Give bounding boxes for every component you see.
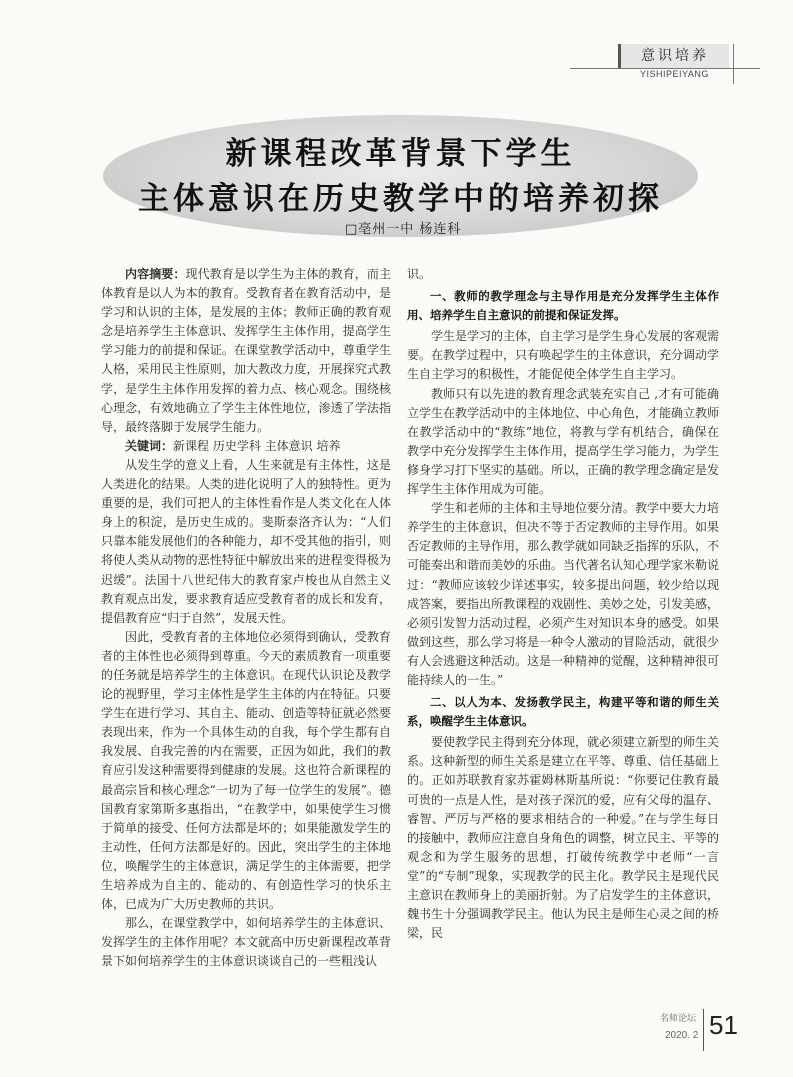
keywords bbox=[101, 437, 391, 456]
left-column bbox=[101, 265, 391, 971]
paragraph: 学生和老师的主体和主导地位要分清。教学中要大力培养学生的主体意识，但决不等于否定教师的主导作用。如果否定教师的主导作用，那么教学就如同缺乏指挥的乐队，不可能奏出和谐而美妙的乐曲。当代著名认知心理学家米勒说过：“教师应该较少详述事实，较多提出问题，较少给以现成答案，要指出所教课程的戏剧性、美妙之处，引发美感，必须引发智力活动过程，必须产生对知识本身的感受。如果做到这些，那么学习将是一种令人激动的冒险活动，就很少有人会逃避这种活动。这是一种精神的觉醒，这种精神很可能持续人的一生。” bbox=[407, 501, 720, 687]
abstract bbox=[101, 265, 391, 437]
paragraph: 教师只有以先进的教育理念武装充实自己 ,才有可能确立学生在教学活动中的主体地位、中心角色，才能确立教师在教学活动中的“教练”地位，将教与学有机结合，确保在教学中充分发挥学生主体作用，提高学生学习能力，为学生修身学习打下坚实的基础。所以，正确的教学理念确定是发挥学生主体作用成为可能。 bbox=[407, 386, 720, 497]
keywords-text: 新课程 历史学科 主体意识 培养 bbox=[173, 438, 341, 453]
paragraph: 学生是学习的主体，自主学习是学生身心发展的客观需要。在教学过程中，只有唤起学生的主体意识，充分调动学生自主学习的积极性，才能促使全体学生自主学习。 bbox=[407, 329, 720, 382]
paragraph: 识。 bbox=[407, 267, 432, 281]
paragraph: 那么，在课堂教学中，如何培养学生的主体意识、发挥学生的主体作用呢？本文就高中历史新课程改革背景下如何培养学生的主体意识谈谈自己的一些粗浅认 bbox=[101, 916, 391, 969]
magazine-name: 名师论坛 bbox=[660, 1013, 697, 1023]
paragraph: 从发生学的意义上看，人生来就是有主体性，这是人类进化的结果。人类的进化说明了人的独特性。更为重要的是，我们可把人的主体性看作是人类文化在人体身上的积淀，是历史生成的。斐斯泰洛齐认为：“人们只靠本能发展他们的各种能力，却不受其他的指引，则将使人类从动物的恶性特征中解放出来的进程变得极为迟缓”。法国十八世纪伟大的教育家卢梭也从自然主义教育观点出发，要求教育适应受教育者的成长和发育，提倡教育应“归于自然”，发展天性。 bbox=[101, 457, 391, 625]
section-header: 意识培养 bbox=[618, 44, 729, 68]
article-title-line2: 主体意识在历史教学中的培养初探 bbox=[138, 181, 663, 217]
paragraph: 因此，受教育者的主体地位必须得到确认，受教育者的主体性也必须得到尊重。今天的素质教育一项重要的任务就是培养学生的主体意识。在现代认识论及教学论的视野里，学习主体性是学生主体的内在特征。只要学生在进行学习、其自主、能动、创造等特征就必然要表现出来，作为一个具体生动的自我，每个学生都有自我发展、自我完善的内在需要，正因为如此，我们的教育应引发这种需要得到健康的发展。这也符合新课程的最高宗旨和核心理念“一切为了每一位学生的发展”。德国教育家第斯多惠指出，“在教学中，如果使学生习惯于简单的接受、任何方法都是坏的；如果能激发学生的主动性，任何方法都是好的。因此，突出学生的主体地位，唤醒学生的主体意识，满足学生的主体需要，把学生培养成为自主的、能动的、有创造性学习的快乐主体，已成为广大历史教师的共识。 bbox=[101, 629, 391, 912]
article-title-line1: 新课程改革背景下学生 bbox=[225, 136, 576, 172]
section-heading-1: 一、教师的教学理念与主导作用是充分发挥学生主体作用、培养学生自主意识的前提和保证发挥。 bbox=[407, 289, 719, 323]
abstract-label: 内容摘要： bbox=[125, 267, 186, 281]
header-divider bbox=[733, 44, 734, 84]
section-heading-2: 二、以人为本、发扬教学民主，构建平等和谐的师生关系，唤醒学生主体意识。 bbox=[407, 695, 719, 729]
footer-divider bbox=[703, 1009, 704, 1051]
right-column bbox=[407, 265, 719, 943]
section-pinyin: YISHIPEIYANG bbox=[640, 69, 709, 79]
page-number: 51 bbox=[709, 1010, 738, 1040]
article-author: □亳州一中 杨连科 bbox=[345, 222, 462, 237]
abstract-text: 现代教育是以学生为主体的教育，而主体教育是以人为本的教育。受教育者在教育活动中，是学习和认识的主体，是发展的主体；教师正确的教育观念是培养学生主体意识、发挥学生主体作用，提高学生学习能力的前提和保证。在课堂教学活动中，尊重学生人格，采用民主性原则，加大教改力度，开展探究式教学，是学生主体作用发挥的着力点、核心观念。围绕核心理念，有效地确立了学生主体性地位，渗透了学法指导，最终落脚于发展学生能力。 bbox=[101, 267, 391, 434]
keywords-label: 关键词： bbox=[125, 438, 174, 453]
paragraph: 要使教学民主得到充分体现，就必须建立新型的师生关系。这种新型的师生关系是建立在平等、尊重、信任基础上的。正如苏联教育家苏霍姆林斯基所说：“你要记住教育最可贵的一点是人性，是对孩子深沉的爱，应有父母的温存、睿智、严厉与严格的要求相结合的一种爱。”在与学生每日的接触中，教师应注意自身角色的调整，树立民主、平等的观念和为学生服务的思想，打破传统教学中老师“一言堂”的“专制”现象，实现教学的民主化。教学民主是现代民主意识在教师身上的美丽折射。为了启发学生的主体意识，魏书生十分强调教学民主。他认为民主是师生心灵之间的桥梁，民 bbox=[407, 735, 720, 941]
issue-date: 2020. 2 bbox=[665, 1030, 699, 1041]
